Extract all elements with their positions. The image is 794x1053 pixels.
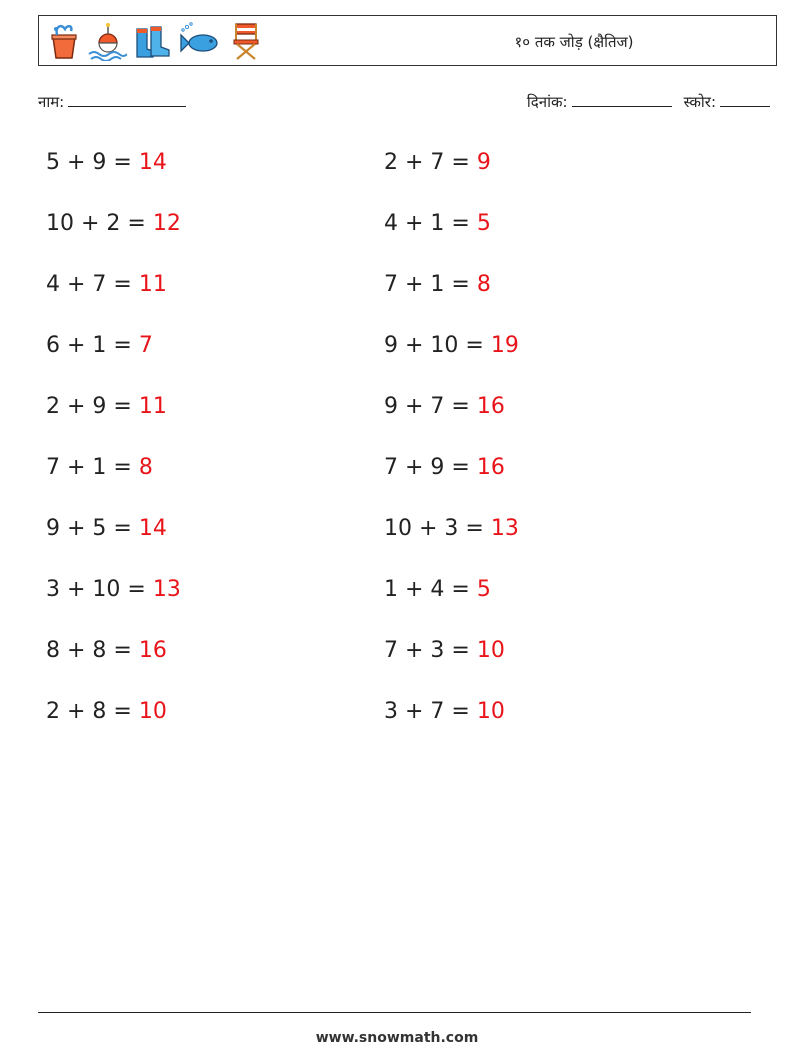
problem-item: [46, 333, 153, 359]
problem-answer: 19: [490, 333, 519, 358]
problem-question: 2 + 9 =: [46, 394, 132, 419]
problem-item: [384, 333, 519, 359]
problem-answer: 14: [138, 150, 167, 175]
problem-answer: 12: [152, 211, 181, 236]
problem-question: 2 + 8 =: [46, 699, 132, 724]
header-icons: [47, 20, 263, 62]
problem-answer: 16: [476, 394, 505, 419]
problem-answer: 13: [152, 577, 181, 602]
problem-answer: 16: [138, 638, 167, 663]
problem-item: [46, 577, 181, 603]
problem-item: [46, 211, 181, 237]
problem-question: 8 + 8 =: [46, 638, 132, 663]
score-blank[interactable]: [720, 92, 770, 107]
problem-answer: 16: [476, 455, 505, 480]
name-field: [38, 92, 186, 112]
problem-answer: 13: [490, 516, 519, 541]
problem-item: [384, 211, 491, 237]
date-label: दिनांक:: [526, 93, 568, 111]
problem-item: [384, 272, 491, 298]
footer-divider: [38, 1012, 751, 1013]
problem-answer: 5: [476, 577, 491, 602]
problem-item: [46, 272, 167, 298]
problem-question: 10 + 2 =: [46, 211, 146, 236]
problem-item: [46, 455, 153, 481]
footer-url[interactable]: www.snowmath.com: [315, 1030, 479, 1046]
problem-question: 10 + 3 =: [384, 516, 484, 541]
name-blank[interactable]: [68, 92, 186, 107]
problem-question: 4 + 1 =: [384, 211, 470, 236]
problem-answer: 10: [476, 638, 505, 663]
problem-item: [46, 699, 167, 725]
problem-question: 2 + 7 =: [384, 150, 470, 175]
problem-question: 4 + 7 =: [46, 272, 132, 297]
problem-question: 1 + 4 =: [384, 577, 470, 602]
problem-question: 6 + 1 =: [46, 333, 132, 358]
fishing-float-icon: [87, 21, 127, 61]
problem-question: 5 + 9 =: [46, 150, 132, 175]
problem-item: [46, 516, 167, 542]
problem-item: [384, 516, 519, 542]
problem-question: 3 + 7 =: [384, 699, 470, 724]
date-score-fields: [527, 92, 770, 112]
problem-answer: 7: [138, 333, 153, 358]
problem-question: 9 + 7 =: [384, 394, 470, 419]
score-label: स्कोर:: [683, 93, 716, 111]
date-blank[interactable]: [572, 92, 672, 107]
problem-item: [46, 150, 167, 176]
problem-answer: 8: [476, 272, 491, 297]
problem-question: 3 + 10 =: [46, 577, 146, 602]
fish-icon: [179, 21, 223, 61]
problem-item: [46, 394, 167, 420]
rubber-boots-icon: [133, 21, 173, 61]
problem-item: [384, 150, 491, 176]
worksheet-title: १० तक जोड़ (क्षैतिज): [514, 33, 634, 51]
problem-item: [384, 699, 505, 725]
name-label: नाम:: [38, 93, 65, 111]
problem-question: 7 + 9 =: [384, 455, 470, 480]
folding-chair-icon: [229, 21, 263, 61]
problem-answer: 10: [476, 699, 505, 724]
problem-answer: 9: [476, 150, 491, 175]
problem-answer: 11: [138, 272, 167, 297]
problem-answer: 11: [138, 394, 167, 419]
problem-answer: 14: [138, 516, 167, 541]
bucket-icon: [47, 21, 81, 61]
problem-question: 7 + 1 =: [384, 272, 470, 297]
problem-question: 9 + 5 =: [46, 516, 132, 541]
problem-answer: 8: [138, 455, 153, 480]
problem-item: [384, 577, 491, 603]
problem-item: [384, 394, 505, 420]
problem-question: 7 + 3 =: [384, 638, 470, 663]
problem-question: 9 + 10 =: [384, 333, 484, 358]
problem-item: [384, 455, 505, 481]
problem-item: [384, 638, 505, 664]
problem-question: 7 + 1 =: [46, 455, 132, 480]
problem-answer: 5: [476, 211, 491, 236]
problem-item: [46, 638, 167, 664]
problem-answer: 10: [138, 699, 167, 724]
worksheet-header: [38, 15, 777, 66]
